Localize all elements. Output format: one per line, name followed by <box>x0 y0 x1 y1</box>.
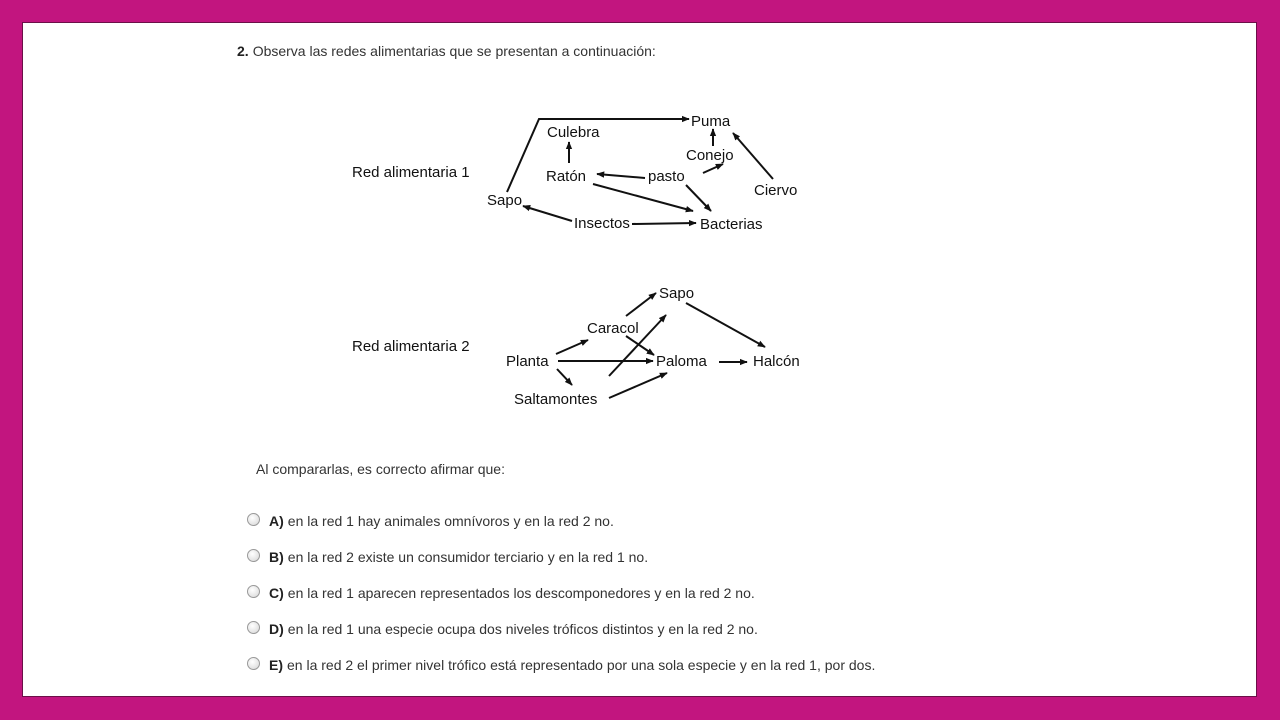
arrow-raton-bacterias <box>593 184 693 211</box>
web2-node-caracol: Caracol <box>587 320 639 337</box>
arrow-planta-saltamontes <box>557 369 572 385</box>
option-c-label: en la red 1 aparecen representados los descomponedores y en la red 2 no. <box>287 585 755 601</box>
option-d-letter: D) <box>269 621 284 637</box>
web2-node-planta: Planta <box>506 353 549 370</box>
radio-option-d[interactable] <box>247 621 260 634</box>
arrow-planta-caracol <box>556 340 588 354</box>
web1-node-puma: Puma <box>691 113 731 130</box>
web1-node-conejo: Conejo <box>686 147 734 164</box>
web1-label: Red alimentaria 1 <box>352 164 470 181</box>
food-webs-diagram <box>23 23 1257 453</box>
option-a-letter: A) <box>269 513 284 529</box>
arrow-pasto-conejo <box>703 164 723 173</box>
option-d-text <box>269 621 758 637</box>
radio-option-e[interactable] <box>247 657 260 670</box>
option-c-letter: C) <box>269 585 284 601</box>
radio-option-c[interactable] <box>247 585 260 598</box>
web1-node-pasto: pasto <box>648 168 685 185</box>
option-b-letter: B) <box>269 549 284 565</box>
question-text: Observa las redes alimentarias que se presentan a continuación: <box>252 43 656 59</box>
web1-node-bacterias: Bacterias <box>700 216 763 233</box>
arrow-insectos-sapo <box>523 206 572 221</box>
radio-option-b[interactable] <box>247 549 260 562</box>
arrow-pasto-bacterias <box>686 185 711 211</box>
web2-node-saltamontes: Saltamontes <box>514 391 598 408</box>
web2-node-paloma: Paloma <box>656 353 707 370</box>
arrow-saltamontes-paloma <box>609 373 667 398</box>
arrow-caracol-sapo <box>626 293 656 316</box>
web2-arrows <box>556 293 765 398</box>
web2-label: Red alimentaria 2 <box>352 338 470 355</box>
question-panel <box>22 22 1257 697</box>
web1-node-sapo: Sapo <box>487 192 523 209</box>
web1-node-insectos: Insectos <box>574 215 630 232</box>
option-b-label: en la red 2 existe un consumidor terciario y en la red 1 no. <box>287 549 649 565</box>
radio-option-a[interactable] <box>247 513 260 526</box>
arrow-ciervo-puma <box>733 133 773 179</box>
option-d-label: en la red 1 una especie ocupa dos niveles tróficos distintos y en la red 2 no. <box>287 621 758 637</box>
question-prompt: Al compararlas, es correcto afirmar que: <box>256 461 505 477</box>
option-b-text <box>269 549 648 565</box>
question-number: 2. <box>237 43 249 59</box>
option-a-label: en la red 1 hay animales omnívoros y en la red 2 no. <box>287 513 614 529</box>
option-c-text <box>269 585 755 601</box>
option-a-text <box>269 513 614 529</box>
arrow-insectos-bacterias <box>632 223 696 224</box>
web2-node-halcon: Halcón <box>753 353 800 370</box>
option-e-letter: E) <box>269 657 283 673</box>
option-e-label: en la red 2 el primer nivel trófico está representado por una sola especie y en la red 1, por dos. <box>287 657 876 673</box>
web1-node-culebra: Culebra <box>547 124 600 141</box>
arrow-sapo-halcon <box>686 303 765 347</box>
option-e-text <box>269 657 875 673</box>
web1-node-raton: Ratón <box>546 168 587 185</box>
arrow-pasto-raton <box>597 174 645 178</box>
web2-node-sapo: Sapo <box>659 285 695 302</box>
web1-node-ciervo: Ciervo <box>754 182 798 199</box>
